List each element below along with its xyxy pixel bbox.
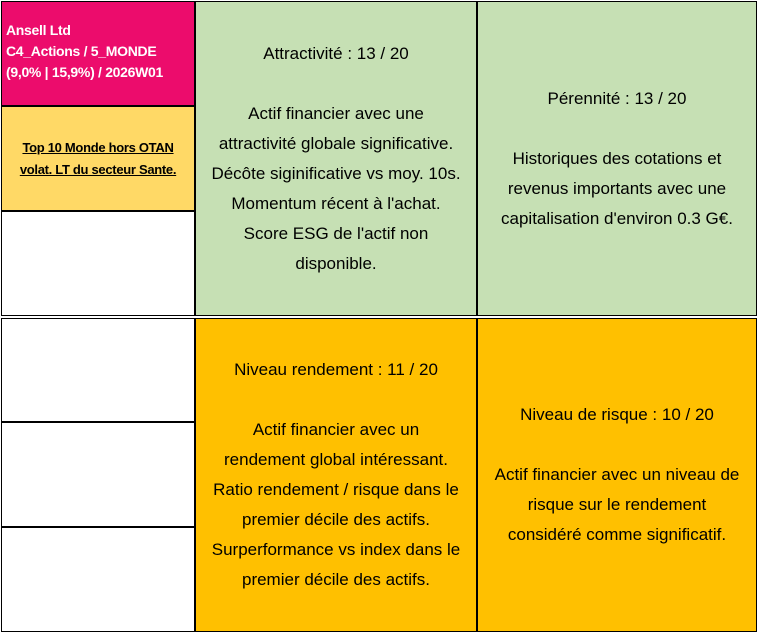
- rendement-line: premier décile des actifs.: [241, 510, 431, 529]
- rendement-line: Actif financier avec un: [252, 420, 420, 439]
- empty-cell-3: [1, 422, 195, 527]
- attractivite-line: Décôte siginificative vs moy. 10s.: [211, 163, 461, 183]
- asset-category: C4_Actions / 5_MONDE: [6, 43, 157, 59]
- description-line-1: Top 10 Monde hors OTAN: [22, 139, 174, 155]
- attractivite-line: disponible.: [295, 253, 377, 273]
- risque-line: risque sur le rendement: [527, 495, 707, 514]
- perennite-line: capitalisation d'environ 0.3 G€.: [501, 208, 733, 228]
- perennite-line: Historiques des cotations et: [512, 148, 722, 168]
- attractivite-line: attractivité globale significative.: [218, 133, 454, 153]
- rendement-block: [195, 318, 477, 632]
- asset-stats-week: (9,0% | 15,9%) / 2026W01: [6, 64, 164, 80]
- empty-cell-1: [1, 211, 195, 316]
- rendement-line: premier décile des actifs.: [241, 570, 431, 589]
- asset-name: Ansell Ltd: [6, 22, 71, 38]
- attractivite-line: Actif financier avec une: [248, 103, 424, 123]
- perennite-line: revenus importants avec une: [507, 178, 727, 198]
- risque-title: Niveau de risque : 10 / 20: [520, 405, 714, 424]
- perennite-title: Pérennité : 13 / 20: [547, 88, 687, 108]
- asset-identity-cell: [1, 1, 195, 106]
- description-line-2: volat. LT du secteur Sante.: [19, 161, 177, 177]
- attractivite-title: Attractivité : 13 / 20: [263, 43, 409, 63]
- empty-cell-4: [1, 527, 195, 632]
- risque-line: Actif financier avec un niveau de: [494, 465, 740, 484]
- rendement-line: rendement global intéressant.: [224, 450, 448, 469]
- attractivite-block: [195, 1, 477, 316]
- asset-description-cell: [1, 106, 195, 211]
- risque-block: [477, 318, 757, 632]
- empty-cell-2: [1, 318, 195, 422]
- attractivite-line: Momentum récent à l'achat.: [231, 193, 441, 213]
- risque-line: considéré comme significatif.: [507, 525, 727, 544]
- perennite-block: [477, 1, 757, 316]
- rendement-line: Surperformance vs index dans le: [211, 540, 461, 559]
- attractivite-line: Score ESG de l'actif non: [243, 223, 429, 243]
- rendement-line: Ratio rendement / risque dans le: [213, 480, 459, 499]
- rendement-title: Niveau rendement : 11 / 20: [234, 360, 438, 379]
